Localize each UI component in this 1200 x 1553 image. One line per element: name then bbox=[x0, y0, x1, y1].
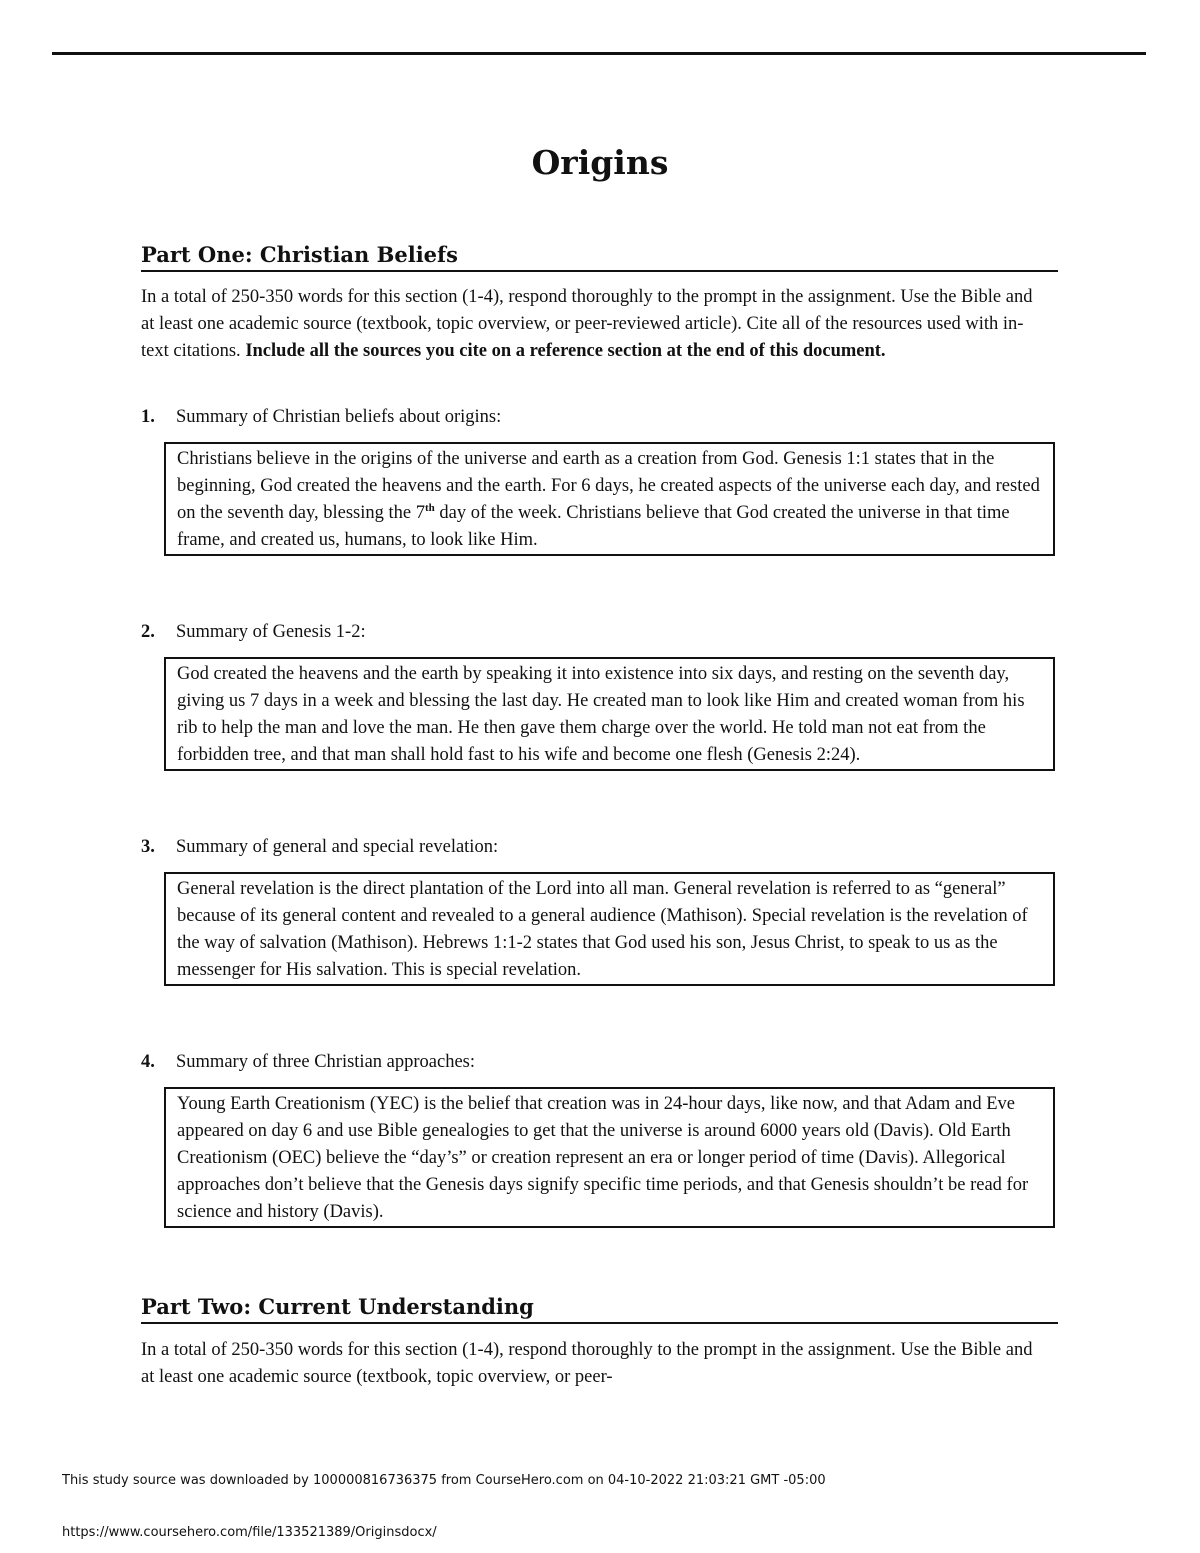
item-2-answer-box: God created the heavens and the earth by speaking it into existence into six days, and resting on the seventh day, giving us 7 days in a week and blessing the last day. He created man to look like Him and created woman from his rib to help the man and love the man. He then gave them charge over the world. He told man not eat from the forbidden tree, and that man shall hold fast to his wife and become one flesh (Genesis 2:24). bbox=[164, 657, 1055, 771]
item-4-prompt bbox=[141, 1049, 475, 1076]
item-4-answer-box: Young Earth Creationism (YEC) is the belief that creation was in 24-hour days, like now, and that Adam and Eve appeared on day 6 and use Bible genealogies to get that the universe is around 6000 years old (Davis). Old Earth Creationism (OEC) believe the “day’s” or creation represent an era or longer period of time (Davis). Allegorical approaches don’t believe that the Genesis days signify specific time periods, and that Genesis shouldn’t be read for science and history (Davis). bbox=[164, 1087, 1055, 1228]
item-1-answer-text-end: day of the week. Christians believe that God created the universe in that time frame, and created us, humans, to look like Him. bbox=[177, 503, 1010, 550]
part-one-instructions-bold: Include all the sources you cite on a reference section at the end of this document. bbox=[245, 341, 886, 361]
part-one-heading: Part One: Christian Beliefs bbox=[141, 242, 1058, 272]
top-horizontal-rule bbox=[52, 52, 1146, 55]
item-1-prompt bbox=[141, 404, 501, 431]
part-one-instructions-text: In a total of 250-350 words for this section (1-4), respond thoroughly to the prompt in the assignment. Use the Bible and at least one academic source (textbook, topic overview, or peer-reviewed article). Cite all of the resources used with in-text citations. bbox=[141, 287, 1033, 361]
item-2-label: Summary of Genesis 1-2: bbox=[176, 622, 366, 642]
item-2-number: 2. bbox=[141, 622, 155, 642]
item-4-number: 4. bbox=[141, 1052, 155, 1072]
item-1-answer-superscript: th bbox=[425, 501, 435, 514]
part-two-heading: Part Two: Current Understanding bbox=[141, 1294, 1058, 1324]
item-1-number: 1. bbox=[141, 407, 155, 427]
document-title: Origins bbox=[531, 143, 669, 182]
item-3-prompt bbox=[141, 834, 498, 861]
download-notice: This study source was downloaded by 100000816736375 from CourseHero.com on 04-10-2022 21:03:21 GMT -05:00 bbox=[62, 1473, 826, 1488]
item-3-answer-box: General revelation is the direct plantation of the Lord into all man. General revelation is referred to as “general” because of its general content and revealed to a general audience (Mathison). Special revelation is the revelation of the way of salvation (Mathison). Hebrews 1:1-2 states that God used his son, Jesus Christ, to speak to us as the messenger for His salvation. This is special revelation. bbox=[164, 872, 1055, 986]
item-3-number: 3. bbox=[141, 837, 155, 857]
item-4-label: Summary of three Christian approaches: bbox=[176, 1052, 475, 1072]
part-one-instructions bbox=[141, 284, 1041, 365]
item-3-label: Summary of general and special revelation: bbox=[176, 837, 499, 857]
item-1-answer-text: Christians believe in the origins of the universe and earth as a creation from God. Genesis 1:1 states that in the beginning, God created the heavens and the earth. For 6 days, he created aspects of the universe each day, and rested on the seventh day, blessing the 7 bbox=[177, 449, 1040, 523]
part-two-instructions: In a total of 250-350 words for this section (1-4), respond thoroughly to the prompt in the assignment. Use the Bible and at least one academic source (textbook, topic overview, or peer- bbox=[141, 1340, 1033, 1387]
item-2-prompt bbox=[141, 619, 366, 646]
source-url-link[interactable]: https://www.coursehero.com/file/133521389/Originsdocx/ bbox=[62, 1525, 437, 1540]
item-1-label: Summary of Christian beliefs about origins: bbox=[176, 407, 502, 427]
item-1-answer-box bbox=[164, 442, 1055, 556]
